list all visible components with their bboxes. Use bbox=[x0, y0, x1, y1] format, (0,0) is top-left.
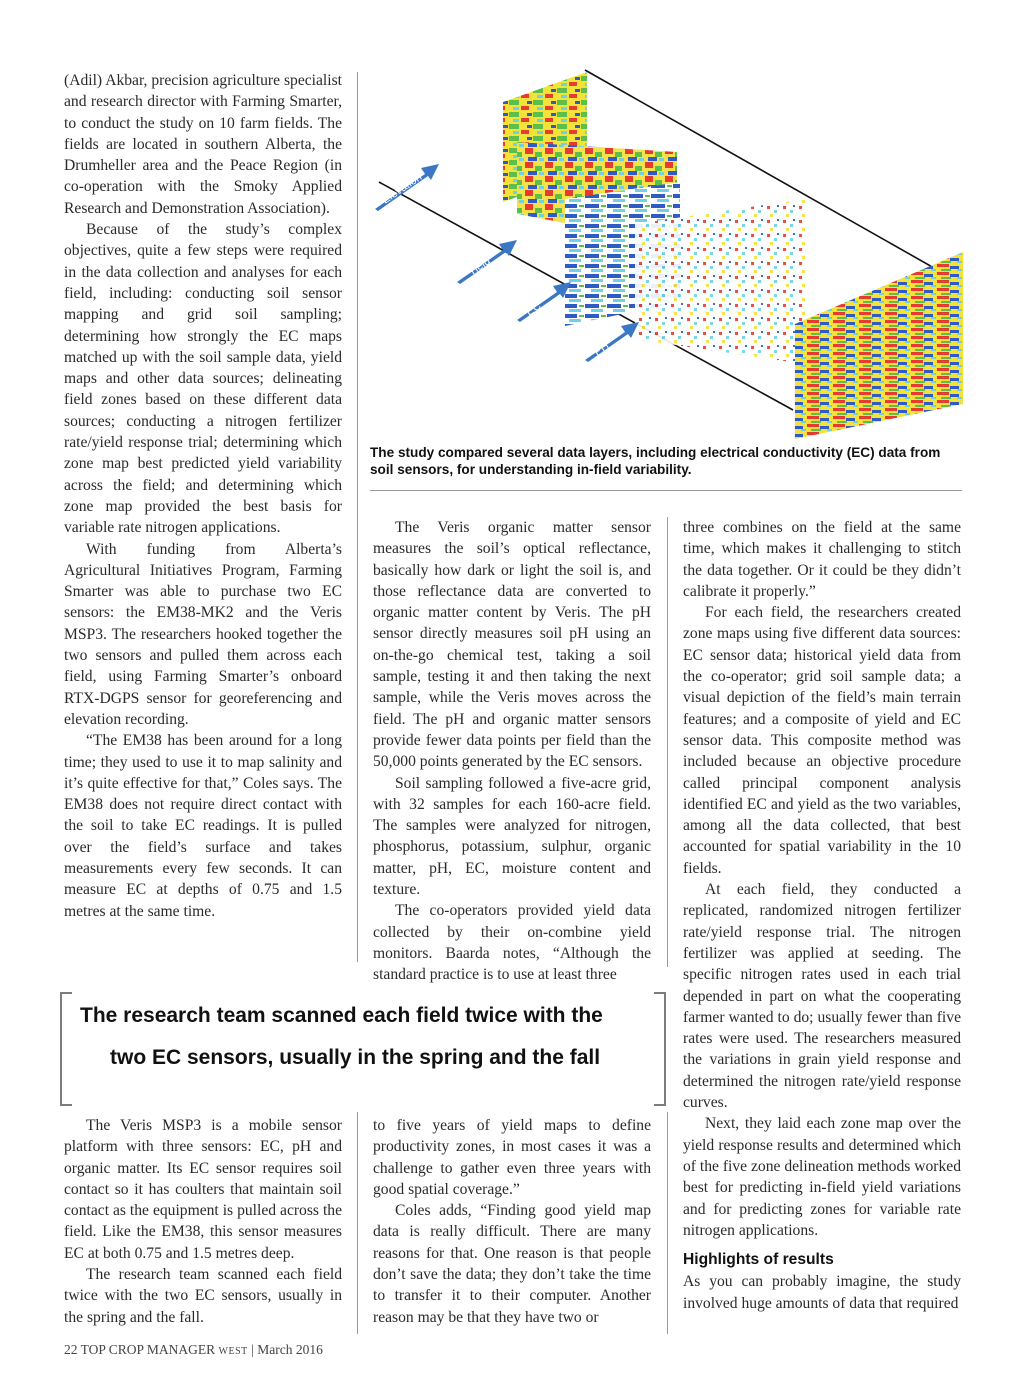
column-divider bbox=[667, 1112, 668, 1334]
paragraph: The Veris MSP3 is a mobile sensor platform with three sensors: EC, pH and organic matter. Its EC sensor requires soil contact so it has coulters that maintain soil contact as the equipment is pulled across the field. Like the EM38, this sensor measures EC at both 0.75 and 1.5 metres deep. bbox=[64, 1117, 342, 1262]
column-divider bbox=[667, 517, 668, 967]
paragraph: With funding from Alberta’s Agricultural Initiatives Program, Farming Smarter was able to purchase two EC sensors: the EM38-MK2 and the Veris MSP3. The researchers hooked together the two sensors and pulled them across each field, using Farming Smarter’s onboard RTX-DGPS sensor for georeferencing and elevation recording. bbox=[64, 540, 342, 728]
caption-rule bbox=[370, 490, 962, 491]
section-heading: Highlights of results bbox=[683, 1251, 834, 1269]
ph-layer bbox=[795, 252, 963, 439]
ph-label: PH bbox=[591, 339, 612, 359]
bottom-middle-column bbox=[373, 1115, 651, 1328]
paragraph: As you can probably imagine, the study involved huge amounts of data that required bbox=[683, 1273, 961, 1312]
paragraph: The research team scanned each field twice with the two EC sensors, usually in the spring and the fall. bbox=[64, 1266, 342, 1326]
paragraph: The Veris organic matter sensor measures the soil’s optical reflectance, basically how dark or light the soil is, and those reflectance data are converted to organic matter content by Veris. The pH sensor directly measures soil pH using an on-the-go chemical test, taking a soil sample, testing it and then taking the next sample, while the Veris moves across the field. The pH and organic matter sensors provide fewer data points per field than the 50,000 points generated by the EC sensors. bbox=[373, 519, 651, 771]
pull-quote-line-1: The research team scanned each field twice with the bbox=[80, 1004, 603, 1027]
paragraph: to five years of yield maps to define productivity zones, in most cases it was a challenge to gather even three years with good spatial coverage.” bbox=[373, 1117, 651, 1198]
column-divider bbox=[357, 72, 358, 962]
pull-quote bbox=[60, 992, 666, 1102]
page-footer bbox=[64, 1342, 323, 1358]
paragraph: Soil sampling followed a five-acre grid, with 32 samples for each 160-acre field. The samples were analyzed for nitrogen, phosphorus, potassium, sulphur, organic matter, pH, EC, moisture content and texture. bbox=[373, 774, 651, 899]
ph-arrow bbox=[585, 322, 639, 362]
ec-label: EC bbox=[523, 299, 544, 319]
right-bracket bbox=[654, 992, 666, 1106]
paragraph: Coles adds, “Finding good yield map data is really difficult. There are many reasons for that. One reason is that people don’t save the data; they don’t take the time to transfer it to their computer. Another reason may be that they have two or bbox=[373, 1202, 651, 1326]
paragraph: Next, they laid each zone map over the yield response results and determined which of the five zone delineation methods worked best for predicting in-field yield variations and for predicting zones for variable rate nitrogen applications. bbox=[683, 1115, 961, 1239]
paragraph: At each field, they conducted a replicated, randomized nitrogen fertilizer rate/yield response trial. The nitrogen fertilizer was applied at seeding. The specific nitrogen rates used in each trial depended in part on what the cooperating farmer wanted to do; usually fewer than five rates were used. The researchers measured the variations in grain yield response and determined the nitrogen rate/yield response curves. bbox=[683, 881, 961, 1112]
elevation-label: Elevation bbox=[379, 171, 425, 207]
column-2 bbox=[373, 517, 651, 986]
footer-separator: | bbox=[251, 1342, 254, 1357]
paragraph: (Adil) Akbar, precision agriculture specialist and research director with Farming Smarter, to conduct the study on 10 farm fields. The fields are located in southern Alberta, the Drumheller area and the Peace Region (in co-operation with the Smoky Applied Research and Demonstration Association). bbox=[64, 72, 342, 217]
yield-label: Yield bbox=[465, 255, 493, 279]
magazine-name: TOP CROP MANAGER bbox=[80, 1342, 216, 1357]
column-1 bbox=[64, 70, 342, 922]
issue-date: March 2016 bbox=[257, 1342, 323, 1357]
column-3 bbox=[683, 517, 961, 1314]
paragraph: three combines on the field at the same time, which makes it challenging to stitch the data together. Or it could be they didn’t calibrate it properly.” bbox=[683, 519, 961, 600]
bottom-left-column bbox=[64, 1115, 342, 1328]
left-bracket bbox=[60, 992, 72, 1106]
data-layers-figure bbox=[365, 64, 965, 439]
elevation-arrow bbox=[375, 164, 439, 211]
pull-quote-line-2: two EC sensors, usually in the spring and the fall bbox=[110, 1046, 601, 1069]
column-divider bbox=[357, 1112, 358, 1334]
figure-caption: The study compared several data layers, including electrical conductivity (EC) data from soil sensors, for understanding in-field variability. bbox=[370, 445, 941, 477]
paragraph: “The EM38 has been around for a long time; they used to use it to map salinity and it’s quite effective for that,” Coles says. The EM38 does not require direct contact with the soil to take EC readings. It is pulled over the field’s surface and takes measurements every few seconds. It can measure EC at depths of 0.75 and 1.5 metres at the same time. bbox=[64, 732, 342, 920]
yield-arrow bbox=[457, 240, 517, 284]
paragraph: For each field, the researchers created zone maps using five different data sources: EC sensor data; historical yield data from the co-operator; grid soil sample data; a visual depiction of the field’s main terrain features; and a composite of yield and EC sensor data. This composite method was included because an objective procedure called principal component analysis identified EC and yield as the two variables, among all the data collected, that best accounted for spatial variability in the 10 fields. bbox=[683, 604, 961, 877]
paragraph: Because of the study’s complex objectives, quite a few steps were required in the data collection and analyses for each field, including: conducting soil sensor mapping and grid soil sampling; determining how strongly the EC maps matched up with the soil sample data, yield maps and other data sources; delineating field zones based on these different data sources; conducting a nitrogen fertilizer rate/yield response trial; determining which zone map best predicted yield variability across the field; and determining which zone map provided the best basis for variable rate nitrogen applications. bbox=[64, 221, 342, 537]
edition: WEST bbox=[218, 1346, 248, 1357]
page-number: 22 bbox=[64, 1342, 78, 1357]
soil-sample-layer bbox=[635, 199, 805, 364]
paragraph: The co-operators provided yield data collected by their on-combine yield monitors. Baarda notes, “Although the standard practice is to use at least three bbox=[373, 902, 651, 984]
ec-arrow bbox=[517, 282, 571, 322]
